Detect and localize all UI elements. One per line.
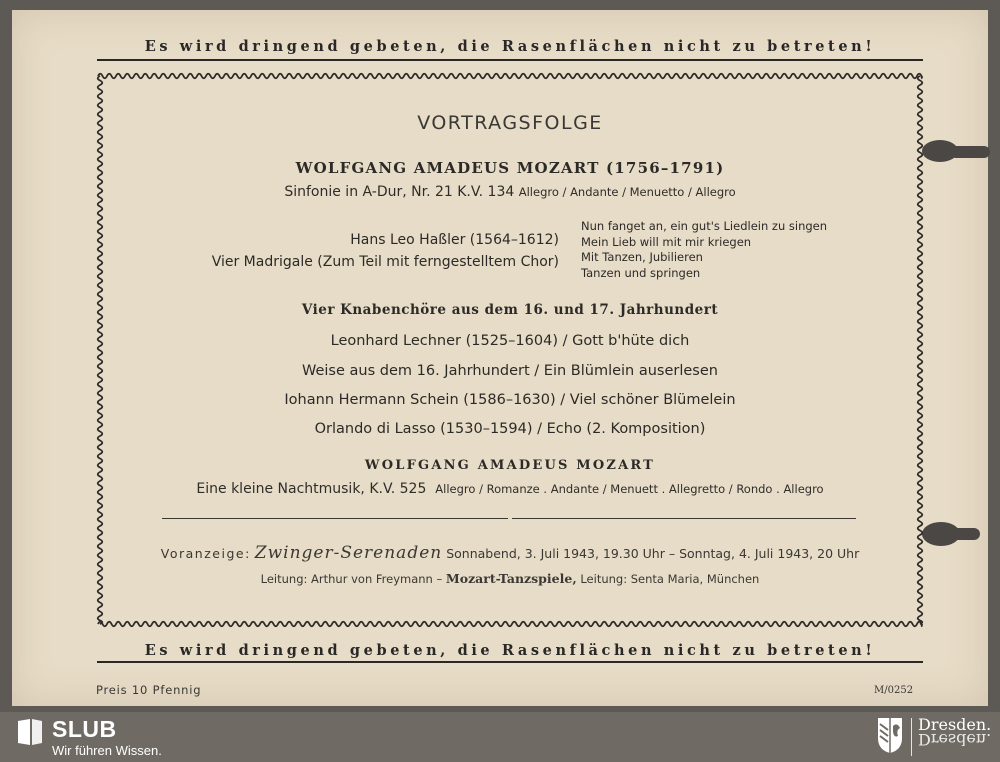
- work-nachtmusik: [110, 481, 910, 497]
- madrigal-song: Tanzen und springen: [581, 265, 701, 280]
- composer-heading-mozart: WOLFGANG AMADEUS MOZART (1756–1791): [295, 159, 725, 177]
- footer-divider: [911, 718, 912, 756]
- punch-hole-tail: [950, 146, 990, 158]
- dresden-crest-icon: [876, 716, 904, 754]
- announce-label: Voranzeige:: [160, 546, 251, 561]
- punch-hole-tail: [952, 528, 980, 540]
- work-sinfonie: [110, 184, 910, 200]
- tanzspiele-title: Mozart-Tanzspiele,: [445, 571, 577, 586]
- boys-choir-item: Leonhard Lechner (1525–1604) / Gott b'hüte dich: [330, 333, 690, 349]
- price-label: Preis 10 Pfennig: [96, 683, 202, 697]
- page-title: VORTRAGSFOLGE: [417, 112, 603, 134]
- madrigal-block: [212, 229, 559, 273]
- madrigal-composer: Hans Leo Haßler (1564–1612): [350, 232, 559, 248]
- dresden-logo[interactable]: Dresden.: [918, 715, 992, 734]
- work-movements: Allegro / Andante / Menuetto / Allegro: [518, 185, 736, 199]
- notice-underline: [97, 59, 923, 61]
- boys-choir-item: Iohann Hermann Schein (1586–1630) / Viel schöner Blümelein: [284, 392, 736, 408]
- book-icon: [16, 717, 44, 747]
- announcement: [110, 543, 910, 563]
- boys-choir-item: Weise aus dem 16. Jahrhundert / Ein Blümlein auserlesen: [302, 363, 718, 379]
- separator-line: [512, 518, 856, 519]
- madrigal-song: Mein Lieb will mit mir kriegen: [581, 234, 752, 249]
- direction-serenaden: Leitung: Arthur von Freymann –: [260, 572, 443, 586]
- work-title: Sinfonie in A-Dur, Nr. 21 K.V. 134: [284, 184, 515, 200]
- madrigal-song-list: [581, 219, 827, 281]
- announce-dates: Sonnabend, 3. Juli 1943, 19.30 Uhr – Sonntag, 4. Juli 1943, 20 Uhr: [446, 546, 860, 561]
- composer-heading-mozart-2: WOLFGANG AMADEUS MOZART: [364, 458, 656, 473]
- slub-logo-subtitle: Wir führen Wissen.: [52, 743, 162, 758]
- madrigal-song: Nun fanget an, ein gut's Liedlein zu singen: [581, 219, 828, 233]
- boys-choir-item: Orlando di Lasso (1530–1594) / Echo (2. Komposition): [314, 421, 706, 437]
- madrigal-work: Vier Madrigale (Zum Teil mit ferngestelltem Chor): [211, 254, 559, 270]
- work-movements: Allegro / Romanze . Andante / Menuett . Allegretto / Rondo . Allegro: [435, 482, 824, 496]
- catalog-code: M/0252: [874, 685, 914, 696]
- notice-underline: [97, 661, 923, 663]
- direction-line: [110, 571, 910, 586]
- dresden-logo-mirror: Dresden.: [918, 730, 992, 749]
- slub-logo-title[interactable]: SLUB: [52, 716, 117, 742]
- direction-tanzspiele: Leitung: Senta Maria, München: [580, 572, 760, 586]
- separator-line: [162, 518, 508, 519]
- footer-bar: [0, 712, 1000, 762]
- madrigal-song: Mit Tanzen, Jubilieren: [581, 250, 703, 264]
- lawn-notice-top: Es wird dringend gebeten, die Rasenflächen nicht zu betreten!: [144, 38, 876, 55]
- section-heading-boys-choirs: Vier Knabenchöre aus dem 16. und 17. Jahrhundert: [301, 302, 719, 318]
- announce-series: Zwinger-Serenaden: [254, 543, 443, 563]
- lawn-notice-bottom: Es wird dringend gebeten, die Rasenflächen nicht zu betreten!: [144, 642, 876, 659]
- work-title: Eine kleine Nachtmusik, K.V. 525: [196, 481, 427, 497]
